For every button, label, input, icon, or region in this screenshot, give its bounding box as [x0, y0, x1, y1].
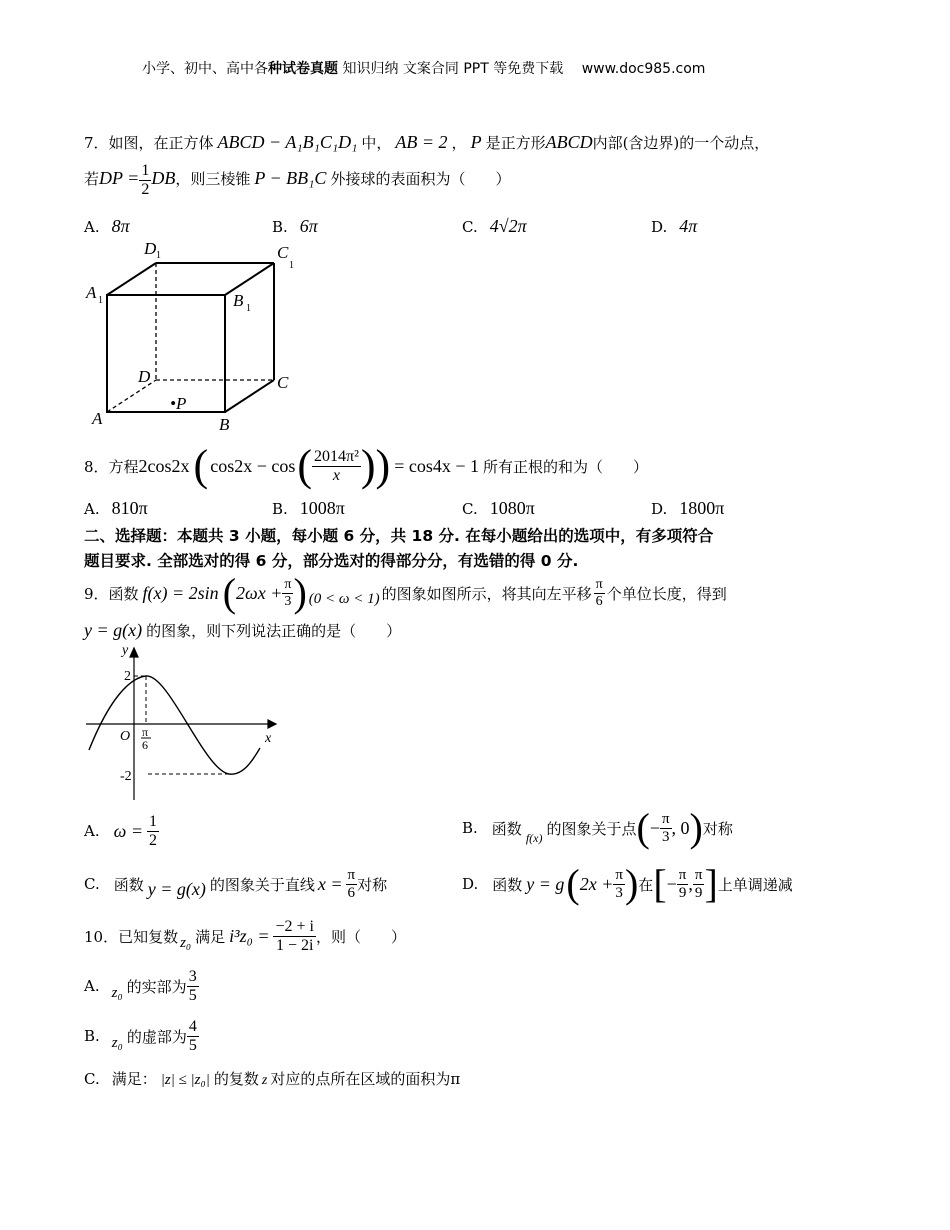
y-axis-arrow: [130, 648, 138, 657]
q10-stem: 10．已知复数 z₀ 满足 i³z₀ = $\frac{-2 + i}{1 - 2i}$ ，则（ ）: [84, 917, 406, 954]
q7-option-c[interactable]: C. 4√2π: [462, 216, 527, 236]
y-label: y: [122, 643, 129, 658]
pyramid-name: P − BB₁C: [254, 168, 327, 189]
q10-option-c[interactable]: C. 满足： |z| ≤ |z₀| 的复数 z 对应的点所在区域的面积为π: [84, 1070, 461, 1088]
q7-option-a[interactable]: A. 8π: [84, 216, 130, 236]
svg-text:1: 1: [156, 250, 161, 261]
q7-stem-line2: 若DP = $\frac{1}{2}$ DB，则三棱锥 P − BB₁C 外接球的表面积为（ ）: [84, 162, 511, 198]
svg-text:1: 1: [289, 260, 294, 271]
label-A: A: [92, 409, 103, 428]
q7-half-fraction: $\frac{1}{2}$: [141, 162, 150, 198]
cube-hidden-edges: [107, 263, 274, 412]
page-header: [142, 58, 705, 78]
q9-stem-line1: 9．函数 f(x) = 2sin ( 2ωx + $\frac{\pi}{3}$ ) (0 < ω < 1) 的图象如图所示，将其向左平移 $\frac{\pi}{6}$ 个单位长度，得到: [84, 570, 727, 615]
cube-front-face: [107, 295, 225, 412]
q7-option-d[interactable]: D. 4π: [651, 216, 698, 236]
sine-graph: [84, 640, 284, 810]
header-url[interactable]: www.doc985.com: [581, 61, 706, 77]
q8-stem: 8．方程 2cos2x ( cos2x − cos ( $\frac{\text{2014π²}}{x}$ )) = cos4x − 1 所有正根的和为（ ）: [84, 441, 648, 490]
x-tick-six: 6: [142, 738, 148, 752]
section2-heading-line2: 题目要求. 全部选对的得 6 分，部分选对的得部分分，有选错的得 0 分.: [84, 552, 579, 570]
q10-option-b[interactable]: B. z₀ 的虚部为 $\frac{4}{5}$: [84, 1017, 197, 1054]
origin-label: O: [120, 729, 131, 744]
q8-option-b[interactable]: B. 1008π: [272, 498, 345, 518]
section2-heading-line1: 二、选择题：本题共 3 小题，每小题 6 分，共 18 分. 在每小题给出的选项中，有多项符合: [84, 527, 714, 545]
q7-option-b[interactable]: B. 6π: [272, 216, 318, 236]
ab-eq: AB = 2: [395, 132, 448, 152]
header-text-a: 小学、初中、高中各: [142, 61, 268, 77]
cube-name: ABCD − A₁B₁C₁D₁: [217, 132, 358, 152]
q10-option-a[interactable]: A. z₀ 的实部为 $\frac{3}{5}$: [84, 967, 197, 1004]
q9-option-d[interactable]: D. 函数 y = g ( 2x + $\frac{\pi}{3}$ ) 在 [ − $\frac{\pi}{9}$ , $\frac{\pi}{9}$ ] 上单调递减: [462, 861, 793, 906]
q9-option-b[interactable]: B. 函数 f(x) 的图象关于点 ( − $\frac{\pi}{3}$ , 0 ) 对称: [462, 805, 733, 850]
x-tick-pi: π: [142, 725, 149, 739]
x-axis-arrow: [268, 720, 276, 728]
q8-option-d[interactable]: D. 1800π: [651, 498, 725, 518]
q8-option-c[interactable]: C. 1080π: [462, 498, 535, 518]
q8-fraction: $\frac{\text{2014π²}}{x}$: [314, 447, 359, 484]
q7-stem-line1: 7．如图，在正方体 ABCD − A₁B₁C₁D₁ 中， AB = 2 ， P 是正方形ABCD内部(含边界)的一个动点，: [84, 132, 770, 152]
header-text-bold: 种试卷真题: [268, 61, 338, 77]
header-text-b: 知识归纳 文案合同 PPT 等免费下载: [338, 61, 564, 77]
label-C: C: [277, 373, 289, 392]
label-B: B: [219, 415, 230, 434]
y-tick-2: 2: [124, 669, 131, 684]
y-tick-neg2: -2: [120, 769, 132, 784]
q8-option-a[interactable]: A. 810π: [84, 498, 148, 518]
label-A1: A: [86, 283, 97, 302]
label-C1: C: [277, 243, 289, 262]
svg-text:1: 1: [246, 303, 251, 314]
label-P: •P: [170, 394, 187, 413]
label-D: D: [138, 367, 151, 386]
q9-stem-line2: y = g(x) 的图象，则下列说法正确的是（ ）: [84, 620, 402, 640]
q9-option-a[interactable]: A. ω = $\frac{1}{2}$: [84, 812, 157, 849]
q9-option-c[interactable]: C. 函数 y = g(x) 的图象关于直线 x = $\frac{\pi}{6}$ 对称: [84, 867, 388, 901]
label-B1: B: [233, 291, 244, 310]
sine-curve: [89, 676, 260, 774]
cube-figure: [84, 236, 314, 436]
label-D1: D: [144, 239, 157, 258]
x-label: x: [265, 731, 272, 746]
svg-text:1: 1: [98, 295, 103, 306]
